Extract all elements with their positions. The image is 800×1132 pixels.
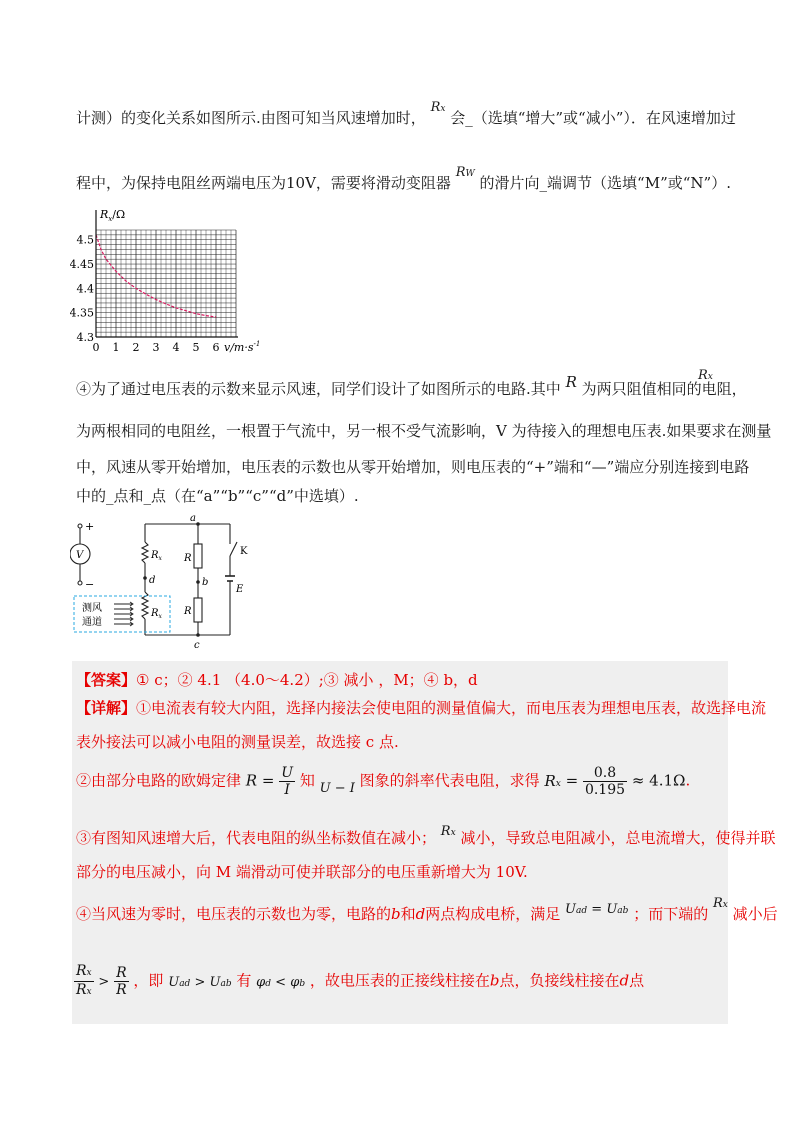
- detail-tag: 【详解】: [76, 699, 137, 717]
- voltmeter-label: V: [76, 550, 84, 561]
- slope-fraction: $\frac{0.8}{0.195}$: [584, 765, 626, 798]
- x-tick-label: 3: [152, 341, 160, 354]
- x-tick-label: 0: [92, 341, 100, 354]
- switch-label: K: [240, 546, 248, 557]
- rx-bottom-label: $R_x$: [151, 608, 162, 620]
- q4-line-2: 为两根相同的电阻丝，一根置于气流中，另一根不受气流影响，V 为待接入的理想电压表.如果要求在测量: [76, 422, 772, 440]
- detail-line-5: 部分的电压减小，向 M 端滑动可使并联部分的电压重新增大为 10V.: [76, 863, 528, 881]
- x-tick-label: 6: [212, 341, 220, 354]
- y-tick-label: 4.4: [76, 282, 94, 296]
- rx-top-label: $R_x$: [151, 550, 162, 562]
- x-tick-label: 1: [112, 341, 120, 354]
- y-tick-label: 4.5: [76, 233, 94, 247]
- ohm-law-fraction: $\frac{U}{I}$: [281, 765, 294, 798]
- node-d-label: d: [149, 575, 156, 586]
- r-ratio-fraction: $\frac{R}{R}$: [116, 965, 127, 998]
- minus-terminal-label: −: [85, 578, 95, 591]
- answer-tag: 【答案】: [76, 671, 137, 689]
- problem-line-2: 程中，为保持电阻丝两端电压为10V，需要将滑动变阻器 RW 的滑片向_端调节（选填“M”或“N”）.: [76, 165, 731, 192]
- node-b-label: b: [202, 577, 209, 588]
- x-tick-labels: [93, 341, 220, 354]
- r-top-label: R: [184, 553, 192, 564]
- q4-line-4: 中的_点和_点（在“a”“b”“c”“d”中选填）.: [76, 487, 359, 505]
- plus-terminal-label: +: [85, 520, 95, 533]
- node-a-label: a: [190, 513, 196, 524]
- x-axis-label: $v/m\cdot s^{-1}$: [224, 340, 261, 354]
- channel-label-1: 测风: [82, 603, 102, 614]
- wind-arrows: [114, 602, 133, 626]
- problem-line-1: 计测）的变化关系如图所示.由图可知当风速增加时， Rx 会_（选填“增大”或“减小”）．在风速增加过: [76, 100, 736, 127]
- graph-grid: [96, 230, 236, 337]
- rx-symbol-2: Rx: [698, 368, 713, 383]
- detail-line-2: 表外接法可以减小电阻的测量误差，故选接 c 点.: [76, 733, 399, 751]
- q4-line-1: ④为了通过电压表的示数来显示风速，同学们设计了如图所示的电路.其中 R 为两只阻值相同的电阻，: [76, 373, 747, 398]
- detail-line-6: ④当风速为零时，电压表的示数也为零，电路的b和d两点构成电桥，满足 Uad = Uab ；而下端的 Rx 减小后: [76, 896, 778, 923]
- detail-line-1: 【详解】①电流表有较大内阻，选择内接法会使电阻的测量值偏大，而电压表为理想电压表，故选择电流: [76, 699, 767, 717]
- q4-line-3: 中，风速从零开始增加，电压表的示数也从零开始增加，则电压表的“+”端和“—”端应分别连接到电路: [76, 458, 750, 476]
- x-tick-label: 5: [192, 341, 200, 354]
- y-axis-label: $R_x/\Omega$: [100, 208, 126, 223]
- battery-label: E: [236, 584, 244, 595]
- x-tick-label: 2: [132, 341, 140, 354]
- x-tick-label: 4: [172, 341, 180, 354]
- detail-line-7: $\frac{Rx}{Rx}$ > $\frac{R}{R}$ ，即 Uad > Uab 有 φd < φb ，故电压表的正接线柱接在b点，负接线柱接在d点: [76, 963, 645, 998]
- node-c-label: c: [194, 640, 200, 651]
- y-tick-label: 4.45: [70, 258, 94, 272]
- y-tick-label: 4.3: [76, 331, 94, 344]
- y-tick-labels: [70, 234, 94, 344]
- rx-vs-windspeed-graph: [70, 206, 290, 358]
- rx-ratio-fraction: $\frac{Rx}{Rx}$: [76, 963, 92, 998]
- answer-line: 【答案】① c；② 4.1 （4.0～4.2）;③ 减小 ，M；④ b，d: [76, 671, 478, 689]
- detail-line-4: ③有图知风速增大后，代表电阻的纵坐标数值在减小； Rx 减小，导致总电阻减小，总电流增大，使得并联: [76, 824, 776, 847]
- bridge-circuit-diagram: [70, 512, 260, 652]
- y-tick-label: 4.35: [70, 306, 94, 320]
- r-bottom-label: R: [184, 606, 192, 617]
- channel-label-2: 通道: [82, 617, 102, 628]
- rx-symbol: Rx: [430, 100, 446, 115]
- rw-symbol: RW: [455, 165, 475, 180]
- detail-line-3: ②由部分电路的欧姆定律 R = $\frac{U}{I}$ 知 U − I 图象的斜率代表电阻，求得 Rx = $\frac{0.8}{0.195}$ ≈ 4.1Ω.: [76, 765, 691, 798]
